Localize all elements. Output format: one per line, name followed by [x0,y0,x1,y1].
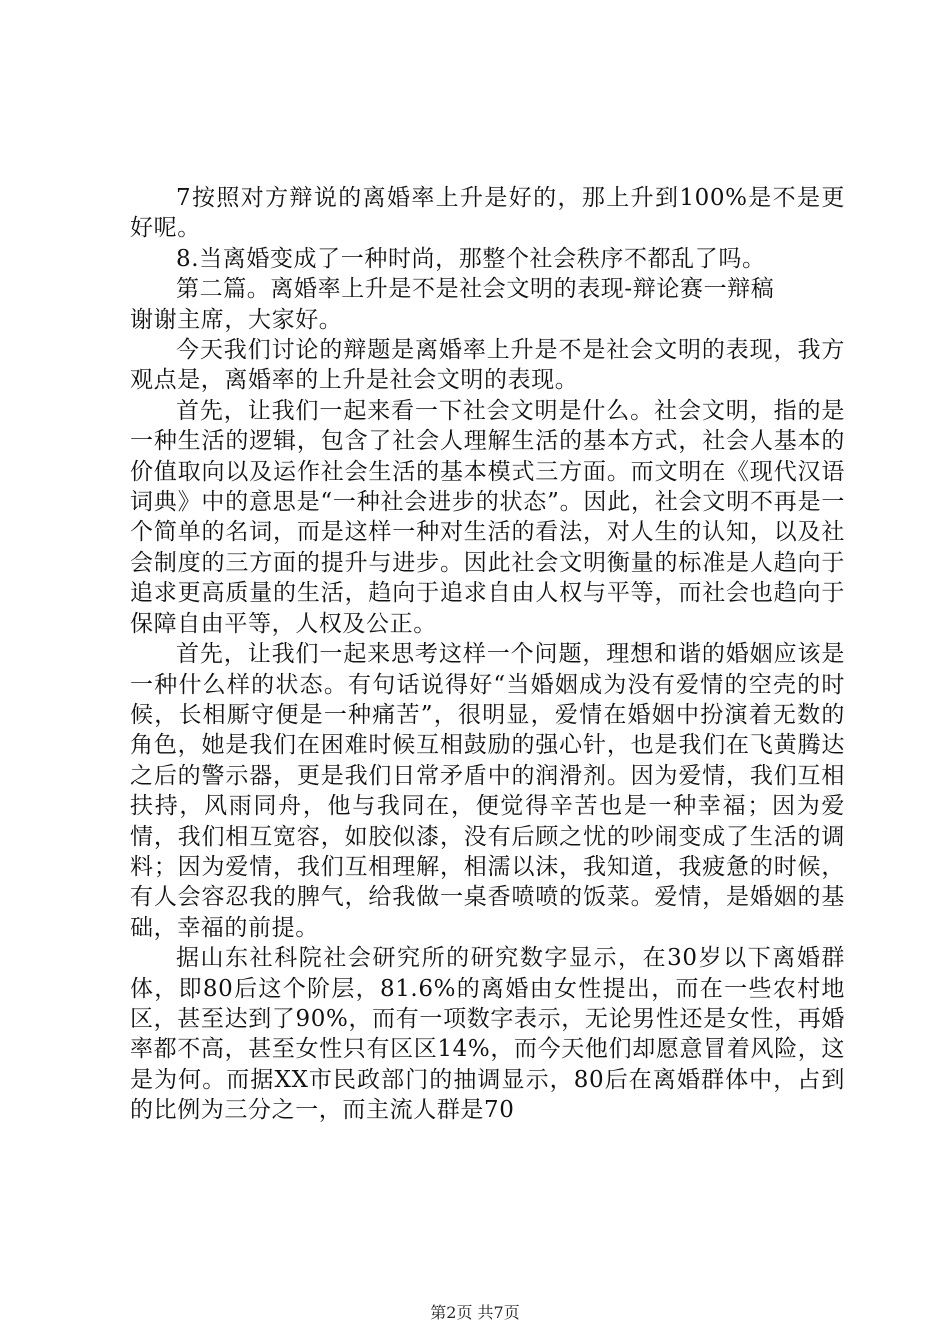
paragraph-ideal-marriage: 首先，让我们一起来思考这样一个问题，理想和谐的婚姻应该是一种什么样的状态。有句话说得好“当婚姻成为没有爱情的空壳的时候，长相厮守便是一种痛苦”，很明显，爱情在婚姻中扮演着无数的角色，她是我们在困难时候互相鼓励的强心针，也是我们在飞黄腾达之后的警示器，更是我们日常矛盾中的润滑剂。因为爱情，我们互相扶持，风雨同舟，他与我同在，便觉得辛苦也是一种幸福；因为爱情，我们相互宽容，如胶似漆，没有后顾之忧的吵闹变成了生活的调料；因为爱情，我们互相理解，相濡以沫，我知道，我疲惫的时候，有人会容忍我的脾气，给我做一桌香喷喷的饭菜。爱情，是婚姻的基础，幸福的前提。 [130,641,845,941]
paragraph-question-7: 7按照对方辩说的离婚率上升是好的，那上升到100%是不是更好呢。 [130,185,845,242]
paragraph-question-8: 8.当离婚变成了一种时尚，那整个社会秩序不都乱了吗。 [176,245,766,272]
page-number-footer: 第2页 共7页 [430,1303,520,1322]
paragraph-greeting: 谢谢主席，大家好。 [130,306,343,333]
section-heading: 第二篇。离婚率上升是不是社会文明的表现-辩论赛一辩稿 [176,276,775,303]
document-body [130,183,845,1126]
paragraph-thesis: 今天我们讨论的辩题是离婚率上升是不是社会文明的表现，我方观点是，离婚率的上升是社会文明的表现。 [130,337,845,394]
paragraph-civilization-definition: 首先，让我们一起来看一下社会文明是什么。社会文明，指的是一种生活的逻辑，包含了社会人理解生活的基本方式，社会人基本的价值取向以及运作社会生活的基本模式三方面。而文明在《现代汉语词典》中的意思是“一种社会进步的状态”。因此，社会文明不再是一个简单的名词，而是这样一种对生活的看法，对人生的认知，以及社会制度的三方面的提升与进步。因此社会文明衡量的标准是人趋向于追求更高质量的生活，趋向于追求自由人权与平等，而社会也趋向于保障自由平等，人权及公正。 [130,397,845,637]
paragraph-statistics: 据山东社科院社会研究所的研究数字显示，在30岁以下离婚群体，即80后这个阶层，81.6%的离婚由女性提出，而在一些农村地区，甚至达到了90%，而有一项数字表示，无论男性还是女性，再婚率都不高，甚至女性只有区区14%，而今天他们却愿意冒着风险，这是为何。而据XX市民政部门的抽调显示，80后在离婚群体中，占到的比例为三分之一，而主流人群是70 [130,945,845,1124]
